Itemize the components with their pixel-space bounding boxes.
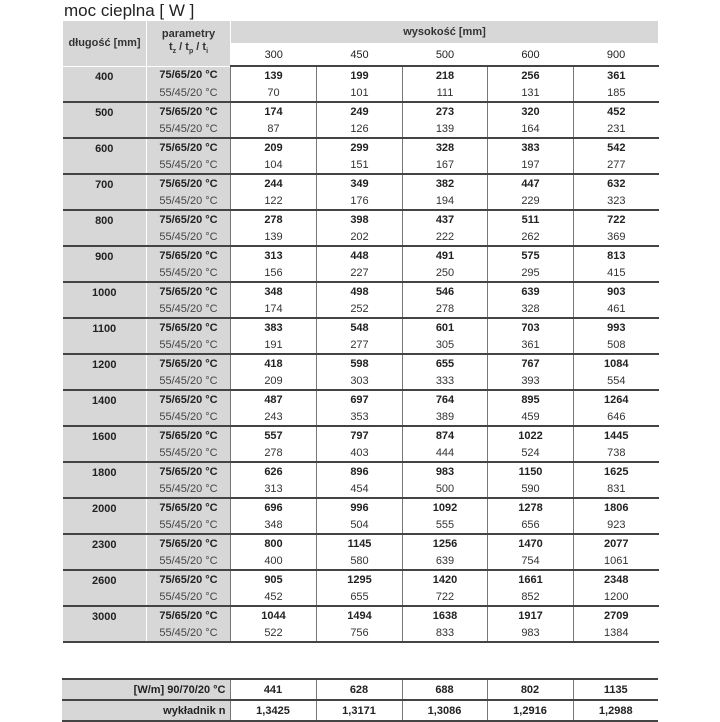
- length-cell: 3000: [63, 606, 147, 642]
- table-row-low: [63, 372, 659, 390]
- value-low-cell: 655: [317, 588, 403, 606]
- length-cell: 2600: [63, 570, 147, 606]
- value-high-cell: 601: [403, 318, 488, 336]
- value-high-cell: 447: [488, 174, 574, 192]
- table-row-low: [63, 516, 659, 534]
- value-low-cell: 139: [231, 228, 317, 246]
- value-low-cell: 277: [317, 336, 403, 354]
- value-low-cell: 202: [317, 228, 403, 246]
- length-cell: 700: [63, 174, 147, 210]
- value-low-cell: 639: [403, 552, 488, 570]
- length-cell: 2300: [63, 534, 147, 570]
- footer-exp-row: [62, 700, 658, 721]
- param-high-cell: 75/65/20 °C: [147, 426, 231, 444]
- param-low-cell: 55/45/20 °C: [147, 480, 231, 498]
- table-row-low: [63, 480, 659, 498]
- value-low-cell: 303: [317, 372, 403, 390]
- value-low-cell: 278: [231, 444, 317, 462]
- length-cell: 900: [63, 246, 147, 282]
- value-high-cell: 2709: [574, 606, 659, 624]
- value-high-cell: 632: [574, 174, 659, 192]
- value-low-cell: 313: [231, 480, 317, 498]
- value-low-cell: 738: [574, 444, 659, 462]
- value-high-cell: 249: [317, 102, 403, 120]
- value-low-cell: 295: [488, 264, 574, 282]
- value-high-cell: 764: [403, 390, 488, 408]
- value-high-cell: 1445: [574, 426, 659, 444]
- value-high-cell: 896: [317, 462, 403, 480]
- value-low-cell: 101: [317, 84, 403, 102]
- value-low-cell: 131: [488, 84, 574, 102]
- value-high-cell: 437: [403, 210, 488, 228]
- value-low-cell: 415: [574, 264, 659, 282]
- value-low-cell: 185: [574, 84, 659, 102]
- value-high-cell: 174: [231, 102, 317, 120]
- height-header: wysokość [mm]: [231, 21, 659, 44]
- param-low-cell: 55/45/20 °C: [147, 516, 231, 534]
- table-row-high: [63, 498, 659, 516]
- value-high-cell: 639: [488, 282, 574, 300]
- length-cell: 1600: [63, 426, 147, 462]
- value-high-cell: 722: [574, 210, 659, 228]
- value-low-cell: 831: [574, 480, 659, 498]
- value-high-cell: 874: [403, 426, 488, 444]
- value-low-cell: 191: [231, 336, 317, 354]
- footer-wm-value: 688: [402, 679, 487, 700]
- value-low-cell: 305: [403, 336, 488, 354]
- heat-output-table: [62, 20, 659, 643]
- value-high-cell: 1264: [574, 390, 659, 408]
- value-low-cell: 452: [231, 588, 317, 606]
- value-low-cell: 500: [403, 480, 488, 498]
- value-high-cell: 278: [231, 210, 317, 228]
- param-high-cell: 75/65/20 °C: [147, 246, 231, 264]
- value-low-cell: 580: [317, 552, 403, 570]
- param-low-cell: 55/45/20 °C: [147, 264, 231, 282]
- param-low-cell: 55/45/20 °C: [147, 624, 231, 642]
- value-high-cell: 1625: [574, 462, 659, 480]
- value-low-cell: 923: [574, 516, 659, 534]
- value-low-cell: 194: [403, 192, 488, 210]
- value-low-cell: 197: [488, 156, 574, 174]
- value-high-cell: 626: [231, 462, 317, 480]
- footer-exp-value: 1,2988: [573, 700, 658, 721]
- value-low-cell: 1061: [574, 552, 659, 570]
- param-high-cell: 75/65/20 °C: [147, 318, 231, 336]
- table-row-low: [63, 84, 659, 102]
- value-high-cell: 996: [317, 498, 403, 516]
- value-high-cell: 703: [488, 318, 574, 336]
- value-low-cell: 323: [574, 192, 659, 210]
- value-high-cell: 903: [574, 282, 659, 300]
- table-row-low: [63, 192, 659, 210]
- value-low-cell: 348: [231, 516, 317, 534]
- value-low-cell: 231: [574, 120, 659, 138]
- param-high-cell: 75/65/20 °C: [147, 570, 231, 588]
- value-high-cell: 313: [231, 246, 317, 264]
- footer-wm-value: 1135: [573, 679, 658, 700]
- value-low-cell: 722: [403, 588, 488, 606]
- table-row-low: [63, 408, 659, 426]
- value-low-cell: 328: [488, 300, 574, 318]
- param-high-cell: 75/65/20 °C: [147, 174, 231, 192]
- param-low-cell: 55/45/20 °C: [147, 192, 231, 210]
- parameters-symbols: $t_z / t_p / t_i$: [168, 41, 209, 56]
- table-row-high: [63, 570, 659, 588]
- value-low-cell: 369: [574, 228, 659, 246]
- value-low-cell: 646: [574, 408, 659, 426]
- length-header: długość [mm]: [63, 21, 147, 67]
- value-low-cell: 852: [488, 588, 574, 606]
- value-high-cell: 895: [488, 390, 574, 408]
- length-cell: 600: [63, 138, 147, 174]
- table-row-low: [63, 300, 659, 318]
- value-low-cell: 454: [317, 480, 403, 498]
- table-row-low: [63, 156, 659, 174]
- value-high-cell: 1638: [403, 606, 488, 624]
- value-high-cell: 1092: [403, 498, 488, 516]
- value-high-cell: 557: [231, 426, 317, 444]
- value-low-cell: 111: [403, 84, 488, 102]
- height-column-900: 900: [574, 44, 659, 67]
- value-low-cell: 104: [231, 156, 317, 174]
- param-high-cell: 75/65/20 °C: [147, 390, 231, 408]
- value-low-cell: 656: [488, 516, 574, 534]
- value-high-cell: 993: [574, 318, 659, 336]
- footer-wm-value: 802: [487, 679, 573, 700]
- value-low-cell: 70: [231, 84, 317, 102]
- value-low-cell: 444: [403, 444, 488, 462]
- footer-wm-row: [62, 679, 658, 700]
- value-low-cell: 151: [317, 156, 403, 174]
- value-low-cell: 278: [403, 300, 488, 318]
- value-high-cell: 218: [403, 66, 488, 84]
- value-low-cell: 1200: [574, 588, 659, 606]
- footer-table: [62, 678, 658, 722]
- table-row-high: [63, 426, 659, 444]
- value-high-cell: 1917: [488, 606, 574, 624]
- value-low-cell: 504: [317, 516, 403, 534]
- footer-wm-value: 628: [316, 679, 402, 700]
- value-low-cell: 403: [317, 444, 403, 462]
- value-high-cell: 542: [574, 138, 659, 156]
- value-low-cell: 174: [231, 300, 317, 318]
- value-low-cell: 459: [488, 408, 574, 426]
- param-low-cell: 55/45/20 °C: [147, 300, 231, 318]
- value-low-cell: 277: [574, 156, 659, 174]
- value-high-cell: 209: [231, 138, 317, 156]
- value-low-cell: 389: [403, 408, 488, 426]
- value-low-cell: 590: [488, 480, 574, 498]
- table-row-low: [63, 588, 659, 606]
- value-high-cell: 199: [317, 66, 403, 84]
- footer-wm-label: [W/m] 90/70/20 °C: [62, 679, 230, 700]
- value-high-cell: 1420: [403, 570, 488, 588]
- height-column-600: 600: [488, 44, 574, 67]
- value-low-cell: 243: [231, 408, 317, 426]
- table-row-low: [63, 228, 659, 246]
- footer-exp-value: 1,2916: [487, 700, 573, 721]
- value-high-cell: 349: [317, 174, 403, 192]
- param-high-cell: 75/65/20 °C: [147, 462, 231, 480]
- value-low-cell: 361: [488, 336, 574, 354]
- height-column-450: 450: [317, 44, 403, 67]
- table-row-high: [63, 174, 659, 192]
- value-low-cell: 524: [488, 444, 574, 462]
- table-row-low: [63, 444, 659, 462]
- value-high-cell: 1494: [317, 606, 403, 624]
- value-low-cell: 209: [231, 372, 317, 390]
- param-high-cell: 75/65/20 °C: [147, 282, 231, 300]
- height-column-300: 300: [231, 44, 317, 67]
- param-high-cell: 75/65/20 °C: [147, 210, 231, 228]
- value-high-cell: 361: [574, 66, 659, 84]
- value-low-cell: 555: [403, 516, 488, 534]
- value-high-cell: 2077: [574, 534, 659, 552]
- value-low-cell: 227: [317, 264, 403, 282]
- value-low-cell: 222: [403, 228, 488, 246]
- table-row-high: [63, 354, 659, 372]
- footer-exp-value: 1,3086: [402, 700, 487, 721]
- value-high-cell: 598: [317, 354, 403, 372]
- value-high-cell: 256: [488, 66, 574, 84]
- value-high-cell: 546: [403, 282, 488, 300]
- value-low-cell: 164: [488, 120, 574, 138]
- value-high-cell: 767: [488, 354, 574, 372]
- value-high-cell: 575: [488, 246, 574, 264]
- table-row-high: [63, 66, 659, 84]
- value-high-cell: 655: [403, 354, 488, 372]
- footer-wm-value: 441: [230, 679, 316, 700]
- value-high-cell: 983: [403, 462, 488, 480]
- table-row-high: [63, 102, 659, 120]
- value-high-cell: 1145: [317, 534, 403, 552]
- value-high-cell: 800: [231, 534, 317, 552]
- value-low-cell: 508: [574, 336, 659, 354]
- table-row-low: [63, 552, 659, 570]
- value-high-cell: 328: [403, 138, 488, 156]
- table-row-low: [63, 336, 659, 354]
- value-high-cell: 383: [231, 318, 317, 336]
- value-high-cell: 398: [317, 210, 403, 228]
- value-low-cell: 522: [231, 624, 317, 642]
- param-high-cell: 75/65/20 °C: [147, 498, 231, 516]
- value-low-cell: 333: [403, 372, 488, 390]
- table-row-high: [63, 210, 659, 228]
- value-high-cell: 1806: [574, 498, 659, 516]
- value-high-cell: 382: [403, 174, 488, 192]
- value-low-cell: 122: [231, 192, 317, 210]
- param-high-cell: 75/65/20 °C: [147, 354, 231, 372]
- param-high-cell: 75/65/20 °C: [147, 534, 231, 552]
- value-high-cell: 1295: [317, 570, 403, 588]
- parameters-header: [147, 21, 231, 67]
- table-row-high: [63, 390, 659, 408]
- value-high-cell: 1661: [488, 570, 574, 588]
- value-high-cell: 1470: [488, 534, 574, 552]
- value-low-cell: 252: [317, 300, 403, 318]
- value-high-cell: 1084: [574, 354, 659, 372]
- param-low-cell: 55/45/20 °C: [147, 408, 231, 426]
- value-low-cell: 754: [488, 552, 574, 570]
- table-row-high: [63, 534, 659, 552]
- value-low-cell: 833: [403, 624, 488, 642]
- value-high-cell: 299: [317, 138, 403, 156]
- page-title: moc cieplna [ W ]: [64, 1, 195, 20]
- length-cell: 800: [63, 210, 147, 246]
- param-low-cell: 55/45/20 °C: [147, 228, 231, 246]
- footer-exp-value: 1,3171: [316, 700, 402, 721]
- value-high-cell: 813: [574, 246, 659, 264]
- value-low-cell: 756: [317, 624, 403, 642]
- value-low-cell: 554: [574, 372, 659, 390]
- param-low-cell: 55/45/20 °C: [147, 552, 231, 570]
- table-row-high: [63, 246, 659, 264]
- value-high-cell: 448: [317, 246, 403, 264]
- length-cell: 1400: [63, 390, 147, 426]
- footer-exp-label: wykładnik n: [62, 700, 230, 721]
- value-high-cell: 452: [574, 102, 659, 120]
- value-high-cell: 418: [231, 354, 317, 372]
- table-row-high: [63, 606, 659, 624]
- value-high-cell: 697: [317, 390, 403, 408]
- value-low-cell: 983: [488, 624, 574, 642]
- length-cell: 1100: [63, 318, 147, 354]
- param-high-cell: 75/65/20 °C: [147, 66, 231, 84]
- value-high-cell: 383: [488, 138, 574, 156]
- table-row-high: [63, 138, 659, 156]
- param-low-cell: 55/45/20 °C: [147, 84, 231, 102]
- value-low-cell: 229: [488, 192, 574, 210]
- value-high-cell: 1150: [488, 462, 574, 480]
- value-low-cell: 262: [488, 228, 574, 246]
- value-high-cell: 487: [231, 390, 317, 408]
- table-row-high: [63, 282, 659, 300]
- value-high-cell: 1022: [488, 426, 574, 444]
- length-cell: 1000: [63, 282, 147, 318]
- value-low-cell: 126: [317, 120, 403, 138]
- value-high-cell: 2348: [574, 570, 659, 588]
- value-high-cell: 1256: [403, 534, 488, 552]
- value-low-cell: 87: [231, 120, 317, 138]
- footer-exp-value: 1,3425: [230, 700, 316, 721]
- table-row-high: [63, 462, 659, 480]
- value-high-cell: 320: [488, 102, 574, 120]
- value-high-cell: 905: [231, 570, 317, 588]
- length-cell: 500: [63, 102, 147, 138]
- value-high-cell: 548: [317, 318, 403, 336]
- value-low-cell: 461: [574, 300, 659, 318]
- table-row-low: [63, 120, 659, 138]
- table-row-low: [63, 624, 659, 642]
- param-high-cell: 75/65/20 °C: [147, 606, 231, 624]
- param-low-cell: 55/45/20 °C: [147, 336, 231, 354]
- param-low-cell: 55/45/20 °C: [147, 588, 231, 606]
- length-cell: 2000: [63, 498, 147, 534]
- param-low-cell: 55/45/20 °C: [147, 120, 231, 138]
- value-low-cell: 400: [231, 552, 317, 570]
- param-low-cell: 55/45/20 °C: [147, 372, 231, 390]
- value-high-cell: 696: [231, 498, 317, 516]
- value-high-cell: 1044: [231, 606, 317, 624]
- value-high-cell: 273: [403, 102, 488, 120]
- length-cell: 1800: [63, 462, 147, 498]
- table-row-high: [63, 318, 659, 336]
- value-low-cell: 1384: [574, 624, 659, 642]
- length-cell: 400: [63, 66, 147, 102]
- value-low-cell: 167: [403, 156, 488, 174]
- value-high-cell: 797: [317, 426, 403, 444]
- param-low-cell: 55/45/20 °C: [147, 156, 231, 174]
- value-high-cell: 139: [231, 66, 317, 84]
- value-high-cell: 491: [403, 246, 488, 264]
- value-low-cell: 156: [231, 264, 317, 282]
- height-column-500: 500: [403, 44, 488, 67]
- value-low-cell: 139: [403, 120, 488, 138]
- value-high-cell: 244: [231, 174, 317, 192]
- table-body: [63, 66, 659, 642]
- param-low-cell: 55/45/20 °C: [147, 444, 231, 462]
- value-low-cell: 250: [403, 264, 488, 282]
- param-high-cell: 75/65/20 °C: [147, 102, 231, 120]
- value-high-cell: 511: [488, 210, 574, 228]
- param-high-cell: 75/65/20 °C: [147, 138, 231, 156]
- table-row-low: [63, 264, 659, 282]
- length-cell: 1200: [63, 354, 147, 390]
- value-high-cell: 348: [231, 282, 317, 300]
- value-low-cell: 176: [317, 192, 403, 210]
- value-high-cell: 498: [317, 282, 403, 300]
- value-low-cell: 393: [488, 372, 574, 390]
- value-low-cell: 353: [317, 408, 403, 426]
- value-high-cell: 1278: [488, 498, 574, 516]
- parameters-label: parametry: [161, 28, 216, 41]
